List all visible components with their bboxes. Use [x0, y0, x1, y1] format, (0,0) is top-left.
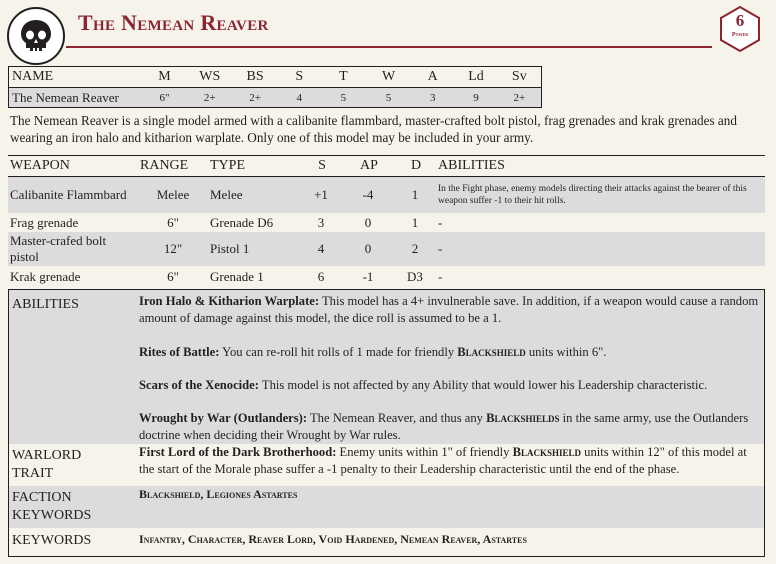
abilities-label: ABILITIES: [12, 297, 79, 312]
profile-s: 4: [278, 88, 321, 108]
power-label: Power: [731, 32, 749, 38]
weapon-ap: -1: [362, 269, 374, 284]
weapon-range: 6": [167, 269, 179, 284]
profile-m: 6": [142, 88, 187, 108]
weapon-range: 12": [163, 241, 183, 256]
weapon-abilities: -: [438, 214, 443, 230]
skull-icon: [16, 16, 56, 56]
unit-description: The Nemean Reaver is a single model armed with a calibanite flammbard, master-crafted bolt pistol, frag grenades and krak grenades and wearing an iron halo and kitharion warplate. Only one of this model may be included in your army.: [10, 113, 737, 145]
rules-block: [8, 289, 765, 557]
ability-text: This model is not affected by any Ability that would lower his Leadership characteristic.: [258, 378, 708, 392]
weapon-s: 4: [317, 241, 325, 256]
profile-sv: 2+: [498, 88, 542, 108]
weapons-header-abilities: ABILITIES: [436, 156, 765, 177]
faction-label-line2: KEYWORDS: [12, 508, 92, 523]
weapon-row: [8, 266, 765, 288]
profile-w: 5: [366, 88, 411, 108]
ability-text: in the same army, use the Outlanders doctrine when deciding their Wrought by War rules.: [139, 411, 749, 442]
warlord-text: units within 12" of this model at the start of the Morale phase suffer a -1 penalty to their Leadership characteristic until the end of the phase.: [139, 445, 747, 476]
ability-rites-of-battle: [139, 344, 760, 361]
weapon-type: Grenade 1: [210, 269, 264, 284]
warlord-text: Enemy units within 1" of friendly: [336, 445, 513, 459]
faction-keywords-section: [9, 486, 764, 528]
warlord-label-line1: WARLORD: [12, 448, 82, 463]
weapons-header-type: TYPE: [208, 156, 300, 177]
weapon-ap: 0: [364, 214, 372, 230]
faction-badge: [7, 7, 65, 65]
weapons-header-ap: AP: [342, 156, 394, 177]
weapon-row: [8, 213, 765, 232]
weapon-name: Master-crafed bolt pistol: [10, 233, 107, 264]
profile-name: The Nemean Reaver: [9, 88, 142, 108]
weapon-abilities: -: [438, 269, 443, 284]
weapon-row: [8, 232, 765, 266]
warlord-trait-name: First Lord of the Dark Brotherhood:: [139, 445, 337, 459]
profile-header-sv: Sv: [498, 67, 542, 88]
profile-table: [8, 66, 542, 108]
ability-text: The Nemean Reaver, and thus any: [307, 411, 487, 425]
weapon-d: 2: [411, 241, 419, 256]
weapon-s: 6: [317, 269, 325, 284]
weapon-name: Frag grenade: [10, 214, 79, 230]
ability-keyword: Blackshields: [486, 411, 560, 425]
abilities-section: [9, 290, 764, 444]
weapon-range: 6": [167, 214, 179, 230]
weapon-range: Melee: [156, 187, 190, 202]
weapons-header-weapon: WEAPON: [8, 156, 138, 177]
unit-title: The Nemean Reaver: [78, 10, 269, 35]
weapon-s: 3: [317, 214, 325, 230]
weapon-name: Krak grenade: [10, 269, 81, 284]
weapon-type: Melee: [210, 187, 243, 202]
ability-text: units within 6".: [525, 345, 607, 359]
weapons-header-range: RANGE: [138, 156, 208, 177]
ability-scars-of-xenocide: [139, 377, 760, 394]
profile-ws: 2+: [187, 88, 232, 108]
weapons-header-s: S: [300, 156, 342, 177]
ability-name: Scars of the Xenocide:: [139, 378, 259, 392]
ability-wrought-by-war: [139, 410, 760, 444]
weapons-table: [8, 155, 765, 288]
warlord-trait-section: [9, 444, 764, 486]
keywords-value: Infantry, Character, Reaver Lord, Void Hardened, Nemean Reaver, Astartes: [139, 532, 527, 546]
weapon-d: 1: [411, 187, 419, 202]
profile-header-bs: BS: [232, 67, 277, 88]
weapon-abilities: In the Fight phase, enemy models directing their attacks against the bearer of this weapon suffer -1 to their hit rolls.: [438, 184, 747, 206]
profile-header-s: S: [278, 67, 321, 88]
weapon-ap: -4: [362, 187, 374, 202]
warlord-trait-text: [139, 444, 760, 478]
weapon-d: 1: [411, 214, 419, 230]
weapon-d: D3: [407, 269, 423, 284]
weapon-ap: 0: [364, 241, 372, 256]
profile-ld: 9: [454, 88, 497, 108]
warlord-label-line2: TRAIT: [12, 466, 54, 481]
weapons-header-row: [8, 156, 765, 177]
profile-header-w: W: [366, 67, 411, 88]
ability-iron-halo: [139, 293, 760, 327]
ability-name: Wrought by War (Outlanders):: [139, 411, 308, 425]
weapon-abilities: -: [438, 241, 443, 256]
faction-label-line1: FACTION: [12, 490, 72, 505]
weapon-type: Grenade D6: [210, 214, 274, 230]
profile-row: [9, 88, 542, 108]
power-badge: [716, 5, 764, 53]
ability-name: Rites of Battle:: [139, 345, 220, 359]
ability-keyword: Blackshield: [457, 345, 526, 359]
keywords-section: [9, 528, 764, 556]
ability-text: This model has a 4+ invulnerable save. In addition, if a weapon would cause a random amount of damage against this model, the dice roll is assumed to be a 1.: [139, 294, 759, 325]
warlord-label: [12, 447, 81, 483]
warlord-keyword: Blackshield: [512, 445, 582, 459]
weapon-row: [8, 177, 765, 214]
profile-header-row: [9, 67, 542, 88]
profile-header-m: M: [142, 67, 187, 88]
title-divider: [66, 46, 712, 48]
faction-keywords-label: [12, 489, 91, 525]
profile-header-ld: Ld: [454, 67, 497, 88]
keywords-label: KEYWORDS: [12, 533, 92, 548]
weapon-s: +1: [314, 187, 328, 202]
profile-t: 5: [321, 88, 366, 108]
profile-a: 3: [411, 88, 454, 108]
profile-header-a: A: [411, 67, 454, 88]
faction-keywords-value: Blackshield, Legiones Astartes: [139, 487, 298, 501]
weapon-name: Calibanite Flammbard: [10, 187, 127, 202]
profile-header-name: NAME: [9, 67, 142, 88]
power-value: 6: [735, 11, 745, 30]
ability-text: You can re-roll hit rolls of 1 made for friendly: [219, 345, 458, 359]
weapon-type: Pistol 1: [210, 241, 250, 256]
weapons-header-d: D: [394, 156, 436, 177]
profile-header-t: T: [321, 67, 366, 88]
profile-header-ws: WS: [187, 67, 232, 88]
ability-name: Iron Halo & Kitharion Warplate:: [139, 294, 320, 308]
profile-bs: 2+: [232, 88, 277, 108]
